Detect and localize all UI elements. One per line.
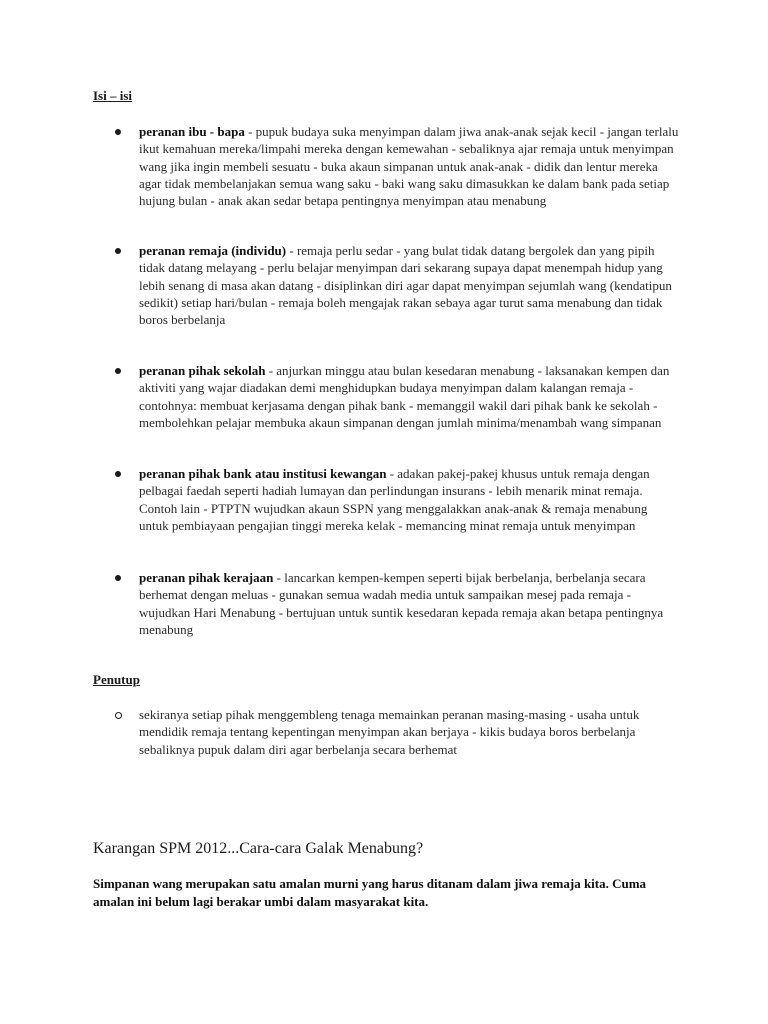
- bullet-icon: [115, 712, 122, 719]
- isi-heading: Isi – isi: [93, 88, 133, 103]
- bullet-icon: [115, 471, 121, 477]
- item-bold-label: peranan pihak kerajaan: [139, 570, 274, 585]
- penutup-heading: Penutup: [93, 672, 140, 687]
- item-body: - adakan pakej-pakej khusus untuk remaja dengan pelbagai faedah seperti hadiah lumayan dan perlindungan insurans - lebih menarik minat remaja. Contoh lain - PTPTN wujudkan akaun SSPN yang menggalakkan anak-anak & remaja menabung untuk pembiayaan pengajian tinggi mereka kelak - memancing minat remaja untuk menyimpan: [139, 466, 650, 533]
- bullet-icon: [115, 248, 121, 254]
- item-bold-label: peranan pihak sekolah: [139, 363, 266, 378]
- bullet-icon: [115, 575, 121, 581]
- list-item-text: [139, 242, 679, 328]
- item-body: - remaja perlu sedar - yang bulat tidak datang bergolek dan yang pipih tidak datang melayang - perlu belajar menyimpan dari sekarang supaya dapat menempah hidup yang lebih senang di masa akan datang - disiplinkan diri agar dapat menyimpan sejumlah wang (kendatipun sedikit) setiap hari/bulan - remaja boleh mengajak rakan sebaya agar turut sama menabung dan tidak boros berbelanja: [139, 243, 672, 328]
- list-item-text: [139, 123, 679, 209]
- item-bold-label: peranan pihak bank atau institusi kewangan: [139, 466, 387, 481]
- bullet-icon: [115, 368, 121, 374]
- item-bold-label: peranan ibu - bapa: [139, 124, 245, 139]
- list-item-text: [139, 465, 679, 534]
- bullet-icon: [115, 129, 121, 135]
- item-body: sekiranya setiap pihak menggembleng tenaga memainkan peranan masing-masing - usaha untuk mendidik remaja tentang kepentingan menyimpan akan berjaya - kikis budaya boros berbelanja sebaliknya pupuk dalam diri agar berbelanja secara berhemat: [139, 707, 640, 757]
- item-body: - anjurkan minggu atau bulan kesedaran menabung - laksanakan kempen dan aktiviti yang wajar diadakan demi menghidupkan budaya menyimpan dalam kalangan remaja - contohnya: membuat kerjasama dengan pihak bank - memanggil wakil dari pihak bank ke sekolah - membolehkan pelajar membuka akaun simpanan dengan jumlah minima/menambah wang simpanan: [139, 363, 670, 430]
- item-body: - pupuk budaya suka menyimpan dalam jiwa anak-anak sejak kecil - jangan terlalu ikut kemahuan mereka/limpahi mereka dengan kemewahan - sebaliknya ajar remaja untuk menyimpan wang jika ingin membeli sesuatu - buka akaun simpanan untuk anak-anak - didik dan lentur mereka agar tidak membelanjakan semua wang saku - baki wang saku dimasukkan ke dalam bank pada setiap hujung bulan - anak akan sedar betapa pentingnya menyimpan atau menabung: [139, 124, 679, 209]
- list-item-text: [139, 706, 679, 758]
- article-title: Karangan SPM 2012...Cara-cara Galak Menabung?: [93, 840, 424, 857]
- list-item-text: [139, 569, 679, 638]
- intro-paragraph: Simpanan wang merupakan satu amalan murni yang harus ditanam dalam jiwa remaja kita. Cuma amalan ini belum lagi berakar umbi dalam masyarakat kita.: [93, 876, 647, 909]
- item-bold-label: peranan remaja (individu): [139, 243, 287, 258]
- item-body: - lancarkan kempen-kempen seperti bijak berbelanja, berbelanja secara berhemat dengan meluas - gunakan semua wadah media untuk sampaikan mesej pada remaja - wujudkan Hari Menabung - bertujuan untuk suntik kesedaran kepada remaja akan betapa pentingnya menabung: [139, 570, 664, 637]
- list-item-text: [139, 362, 679, 431]
